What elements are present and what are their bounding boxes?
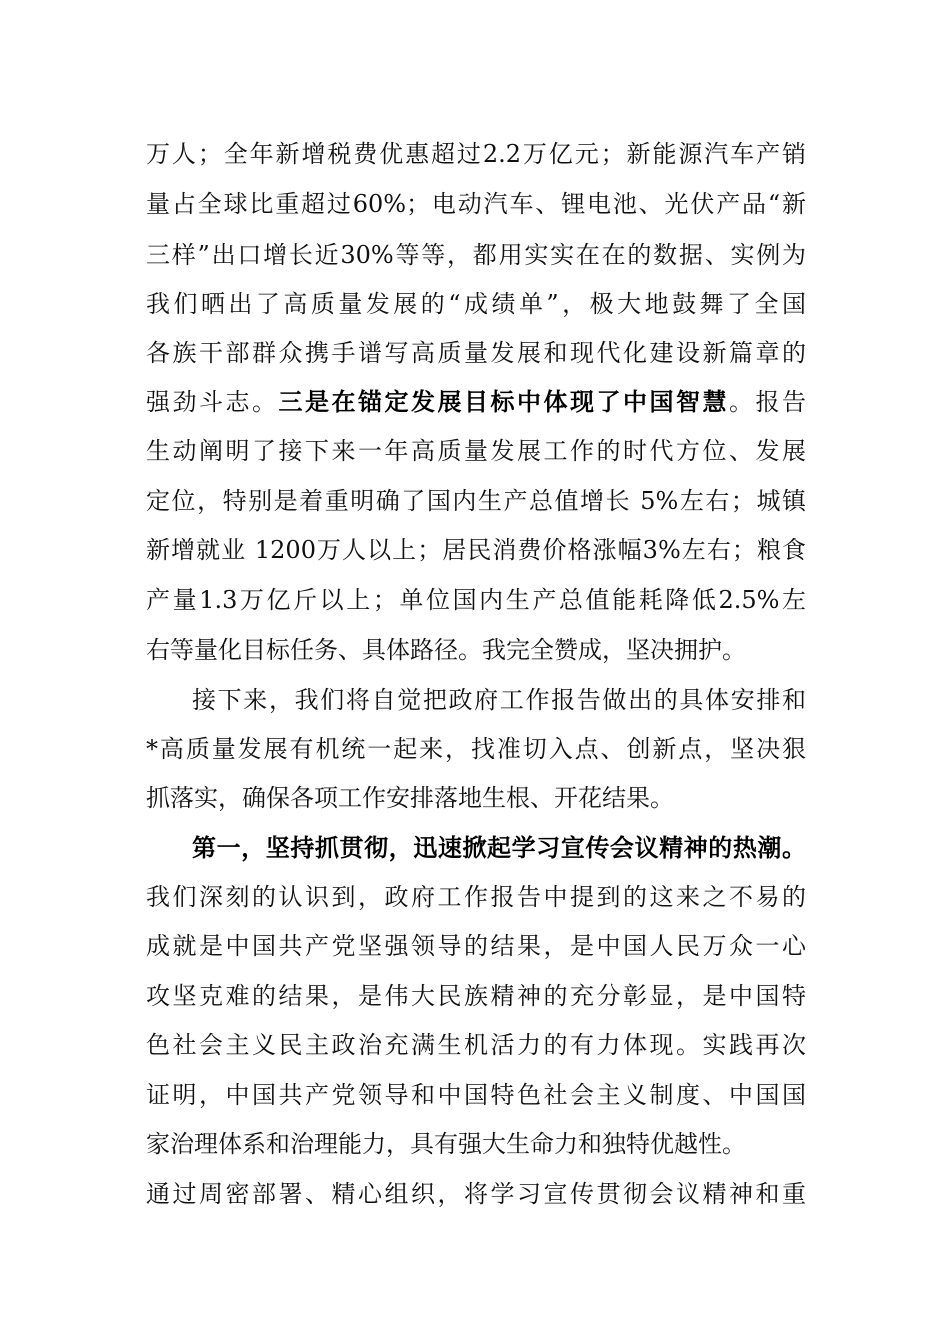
text-run: 通过周密部署、精心组织，将学习宣传贯彻会议精神和重 bbox=[146, 1180, 806, 1208]
text-run: 万人；全年新增税费优惠超过2.2万亿元；新能源汽车产销 bbox=[146, 140, 806, 168]
text-line bbox=[146, 333, 806, 373]
section-heading-line bbox=[192, 828, 806, 868]
text-line bbox=[146, 926, 806, 966]
text-run: 产量1.3万亿斤以上；单位国内生产总值能耗降低2.5%左 bbox=[146, 586, 806, 614]
text-run: 家治理体系和治理能力，具有强大生命力和独特优越性。 bbox=[146, 1130, 746, 1158]
text-line bbox=[146, 530, 806, 570]
text-run: 量占全球比重超过60%；电动汽车、锂电池、光伏产品“新 bbox=[146, 190, 806, 218]
text-run: 我们深刻的认识到，政府工作报告中提到的这来之不易的 bbox=[146, 883, 806, 911]
text-run: 成就是中国共产党坚强领导的结果，是中国人民万众一心 bbox=[146, 932, 806, 960]
text-line bbox=[146, 431, 806, 471]
text-line bbox=[146, 1174, 806, 1214]
text-line bbox=[146, 184, 806, 224]
text-run: 强劲斗志。 bbox=[146, 388, 279, 416]
text-run: 证明，中国共产党领导和中国特色社会主义制度、中国国 bbox=[146, 1081, 806, 1109]
text-line bbox=[146, 382, 806, 422]
text-line bbox=[146, 729, 806, 769]
text-line bbox=[146, 235, 806, 275]
text-run: 。报告 bbox=[729, 388, 806, 416]
text-run: 定位，特别是着重明确了国内生产总值增长 5%左右；城镇 bbox=[146, 487, 806, 515]
text-line bbox=[146, 481, 806, 521]
text-line bbox=[146, 1075, 806, 1115]
text-line bbox=[146, 134, 806, 174]
text-run: 色社会主义民主政治充满生机活力的有力体现。实践再次 bbox=[146, 1031, 806, 1059]
text-line bbox=[146, 580, 806, 620]
text-run: 右等量化目标任务、具体路径。我完全赞成，坚决拥护。 bbox=[146, 636, 746, 664]
text-line bbox=[146, 284, 806, 324]
text-run: 新增就业 1200万人以上；居民消费价格涨幅3%左右；粮食 bbox=[146, 536, 806, 564]
text-run: 抓落实，确保各项工作安排落地生根、开花结果。 bbox=[146, 784, 674, 812]
text-line bbox=[146, 1124, 806, 1164]
text-run: 攻坚克难的结果，是伟大民族精神的充分彰显，是中国特 bbox=[146, 982, 806, 1010]
text-run: 我们晒出了高质量发展的“成绩单”，极大地鼓舞了全国 bbox=[146, 290, 806, 318]
bold-heading-run: 第一，坚持抓贯彻，迅速掀起学习宣传会议精神的热潮。 bbox=[192, 833, 806, 862]
text-run: 三样”出口增长近30%等等，都用实实在在的数据、实例为 bbox=[146, 241, 806, 269]
text-run: 生动阐明了接下来一年高质量发展工作的时代方位、发展 bbox=[146, 437, 806, 465]
text-run: 接下来，我们将自觉把政府工作报告做出的具体安排和 bbox=[192, 686, 806, 714]
text-run: 各族干部群众携手谱写高质量发展和现代化建设新篇章的 bbox=[146, 339, 806, 367]
text-line bbox=[146, 877, 806, 917]
text-line bbox=[146, 1025, 806, 1065]
text-line bbox=[146, 778, 806, 818]
text-line bbox=[146, 976, 806, 1016]
text-line bbox=[146, 630, 806, 670]
paragraph-first-line bbox=[192, 680, 806, 720]
text-run: *高质量发展有机统一起来，找准切入点、创新点，坚决狠 bbox=[146, 735, 806, 763]
bold-heading-run: 三是在锚定发展目标中体现了中国智慧 bbox=[278, 387, 729, 416]
